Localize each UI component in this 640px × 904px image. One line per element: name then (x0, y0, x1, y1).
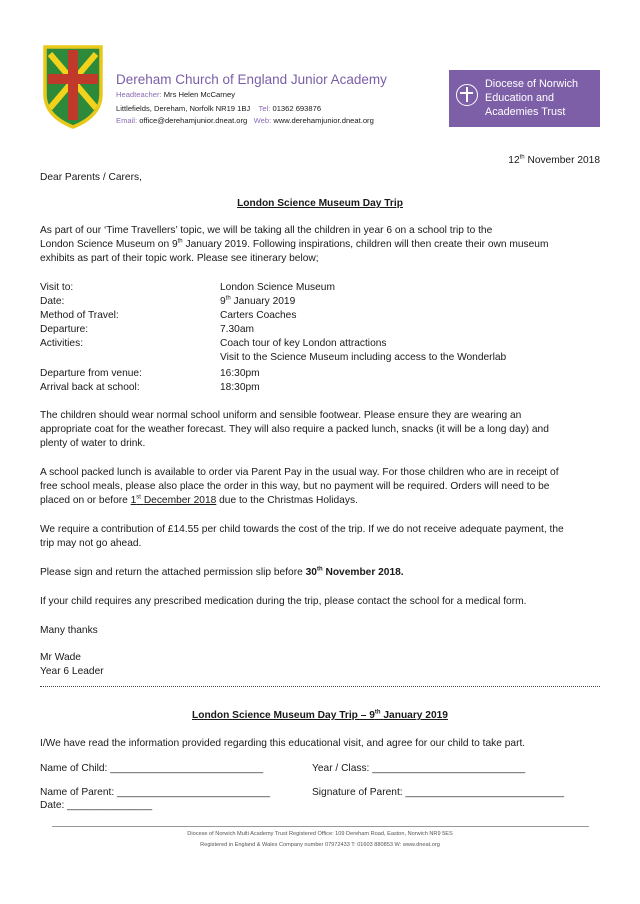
web-link[interactable]: www.derehamjunior.dneat.org (273, 116, 374, 125)
itinerary-value: London Science Museum (220, 282, 335, 293)
itinerary-value: 18:30pm (220, 382, 260, 393)
school-crest-logo (42, 44, 104, 130)
slip-statement: I/We have read the information provided regarding this educational visit, and agree for our child to take part. (40, 738, 526, 749)
parent-name-field[interactable]: Name of Parent: ___________________________ (40, 787, 270, 798)
footer-line-2: Registered in England & Wales Company number 07972433 T: 01603 880853 W: www.dneat.org (200, 842, 440, 848)
signoff-name: Mr Wade (40, 652, 81, 663)
itinerary-value: 7.30am (220, 324, 254, 335)
letter-date: 12th November 2018 (508, 154, 600, 166)
itinerary-label: Departure: (40, 324, 89, 335)
thanks-line: Many thanks (40, 625, 98, 636)
uniform-line-3: plenty of water to drink. (40, 438, 146, 449)
child-name-field[interactable]: Name of Child: ___________________________ (40, 763, 264, 774)
itinerary-label: Activities: (40, 338, 84, 349)
address-line: Littlefields, Dereham, Norfolk NR19 1BJ Tel: 01362 693876 (116, 104, 322, 113)
itinerary-label: Departure from venue: (40, 368, 142, 379)
year-class-field[interactable]: Year / Class: ___________________________ (312, 763, 526, 774)
school-name: Dereham Church of England Junior Academy (116, 72, 387, 87)
medication-line: If your child requires any prescribed medication during the trip, please contact the school for a medical form. (40, 596, 527, 607)
slip-title: London Science Museum Day Trip – 9th January 2019 (192, 709, 448, 721)
itinerary-label: Date: (40, 296, 65, 307)
uniform-line-1: The children should wear normal school uniform and sensible footwear. Please ensure they are wearing an (40, 410, 522, 421)
salutation: Dear Parents / Carers, (40, 172, 142, 183)
itinerary-label: Method of Travel: (40, 310, 119, 321)
footer-divider (52, 826, 589, 827)
headteacher-line: Headteacher: Mrs Helen McCarney (116, 90, 236, 99)
contact-line: Email: office@derehamjunior.dneat.org Web: www.derehamjunior.dneat.org (116, 116, 374, 125)
diocese-logo: Diocese of Norwich Education and Academies Trust (449, 70, 600, 127)
itinerary-label: Visit to: (40, 282, 74, 293)
footer-line-1: Diocese of Norwich Multi Academy Trust Registered Office: 109 Dereham Road, Easton, Norwich NR9 5ES (187, 831, 453, 837)
letter-title: London Science Museum Day Trip (237, 198, 403, 209)
intro-line-2: London Science Museum on 9th January 2019. Following inspirations, children will then create their own museum (40, 238, 549, 250)
return-slip-line: Please sign and return the attached permission slip before 30th November 2018. (40, 566, 404, 578)
contribution-line-2: trip may not go ahead. (40, 538, 142, 549)
intro-line-3: exhibits as part of their topic work. Please see itinerary below; (40, 253, 319, 264)
uniform-line-2: appropriate coat for the weather forecast. They will also require a packed lunch, snacks (it will be a long day) and (40, 424, 549, 435)
itinerary-value: Carters Coaches (220, 310, 297, 321)
itinerary-value: 16:30pm (220, 368, 260, 379)
parent-signature-field[interactable]: Signature of Parent: ____________________________ (312, 787, 565, 798)
signoff-role: Year 6 Leader (40, 666, 104, 677)
date-field[interactable]: Date: _______________ (40, 800, 153, 811)
lunch-line-2: free school meals, please also place the order in this way, but no payment will be required. Orders will need to be (40, 481, 550, 492)
lunch-line-3: placed on or before 1st December 2018 due to the Christmas Holidays. (40, 494, 358, 506)
itinerary-label: Arrival back at school: (40, 382, 140, 393)
itinerary-value: Coach tour of key London attractions (220, 338, 387, 349)
lunch-line-1: A school packed lunch is available to order via Parent Pay in the usual way. For those children who are in receipt of (40, 467, 559, 478)
cut-line-divider (40, 686, 600, 687)
itinerary-value: 9th January 2019 (220, 295, 296, 307)
intro-line-1: As part of our ‘Time Travellers’ topic, we will be taking all the children in year 6 on a school trip to the (40, 225, 493, 236)
contribution-line-1: We require a contribution of £14.55 per child towards the cost of the trip. If we do not receive adequate payment, the (40, 524, 564, 535)
cross-icon (456, 84, 478, 106)
itinerary-value: Visit to the Science Museum including access to the Wonderlab (220, 352, 507, 363)
email-link[interactable]: office@derehamjunior.dneat.org (139, 116, 248, 125)
